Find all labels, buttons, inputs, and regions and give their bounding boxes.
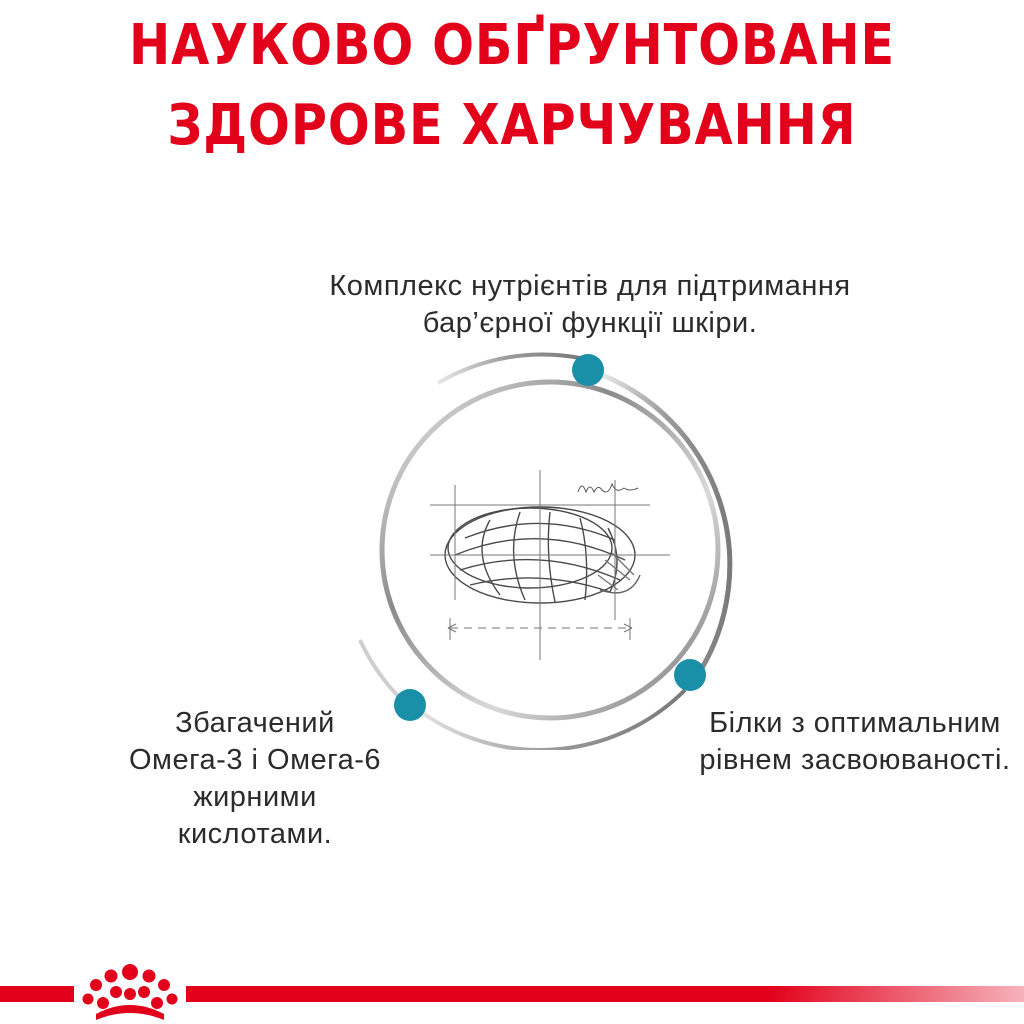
headline-line-1: НАУКОВО ОБҐРУНТОВАНЕ (128, 13, 896, 78)
page-headline (61, 6, 962, 166)
benefit-skin-barrier (290, 268, 890, 342)
kibble-diagram (330, 350, 750, 750)
teal-dot-top (572, 354, 604, 386)
inner-ring (382, 382, 718, 718)
headline-line-2: ЗДОРОВЕ ХАРЧУВАННЯ (167, 93, 857, 158)
outer-arc-top (438, 354, 580, 383)
benefit-left-line-2: Омега-3 і Омега-6 (128, 744, 381, 776)
teal-dot-right (674, 659, 706, 691)
teal-dot-left (394, 689, 426, 721)
benefit-left-line-3: жирними (193, 781, 317, 813)
benefit-top-line-1: Комплекс нутрієнтів для підтримання (329, 270, 851, 302)
outer-arc-right (602, 375, 730, 668)
benefit-right-line-2: рівнем засвоюваності. (699, 744, 1011, 776)
benefit-left-line-1: Збагачений (175, 707, 335, 739)
outer-arc-left (360, 640, 398, 696)
benefit-right-line-1: Білки з оптимальним (709, 707, 1001, 739)
royal-canin-crown-logo (74, 958, 186, 1024)
benefit-left-line-4: кислотами. (177, 818, 333, 850)
benefit-top-line-2: бар’єрної функції шкіри. (422, 307, 758, 339)
